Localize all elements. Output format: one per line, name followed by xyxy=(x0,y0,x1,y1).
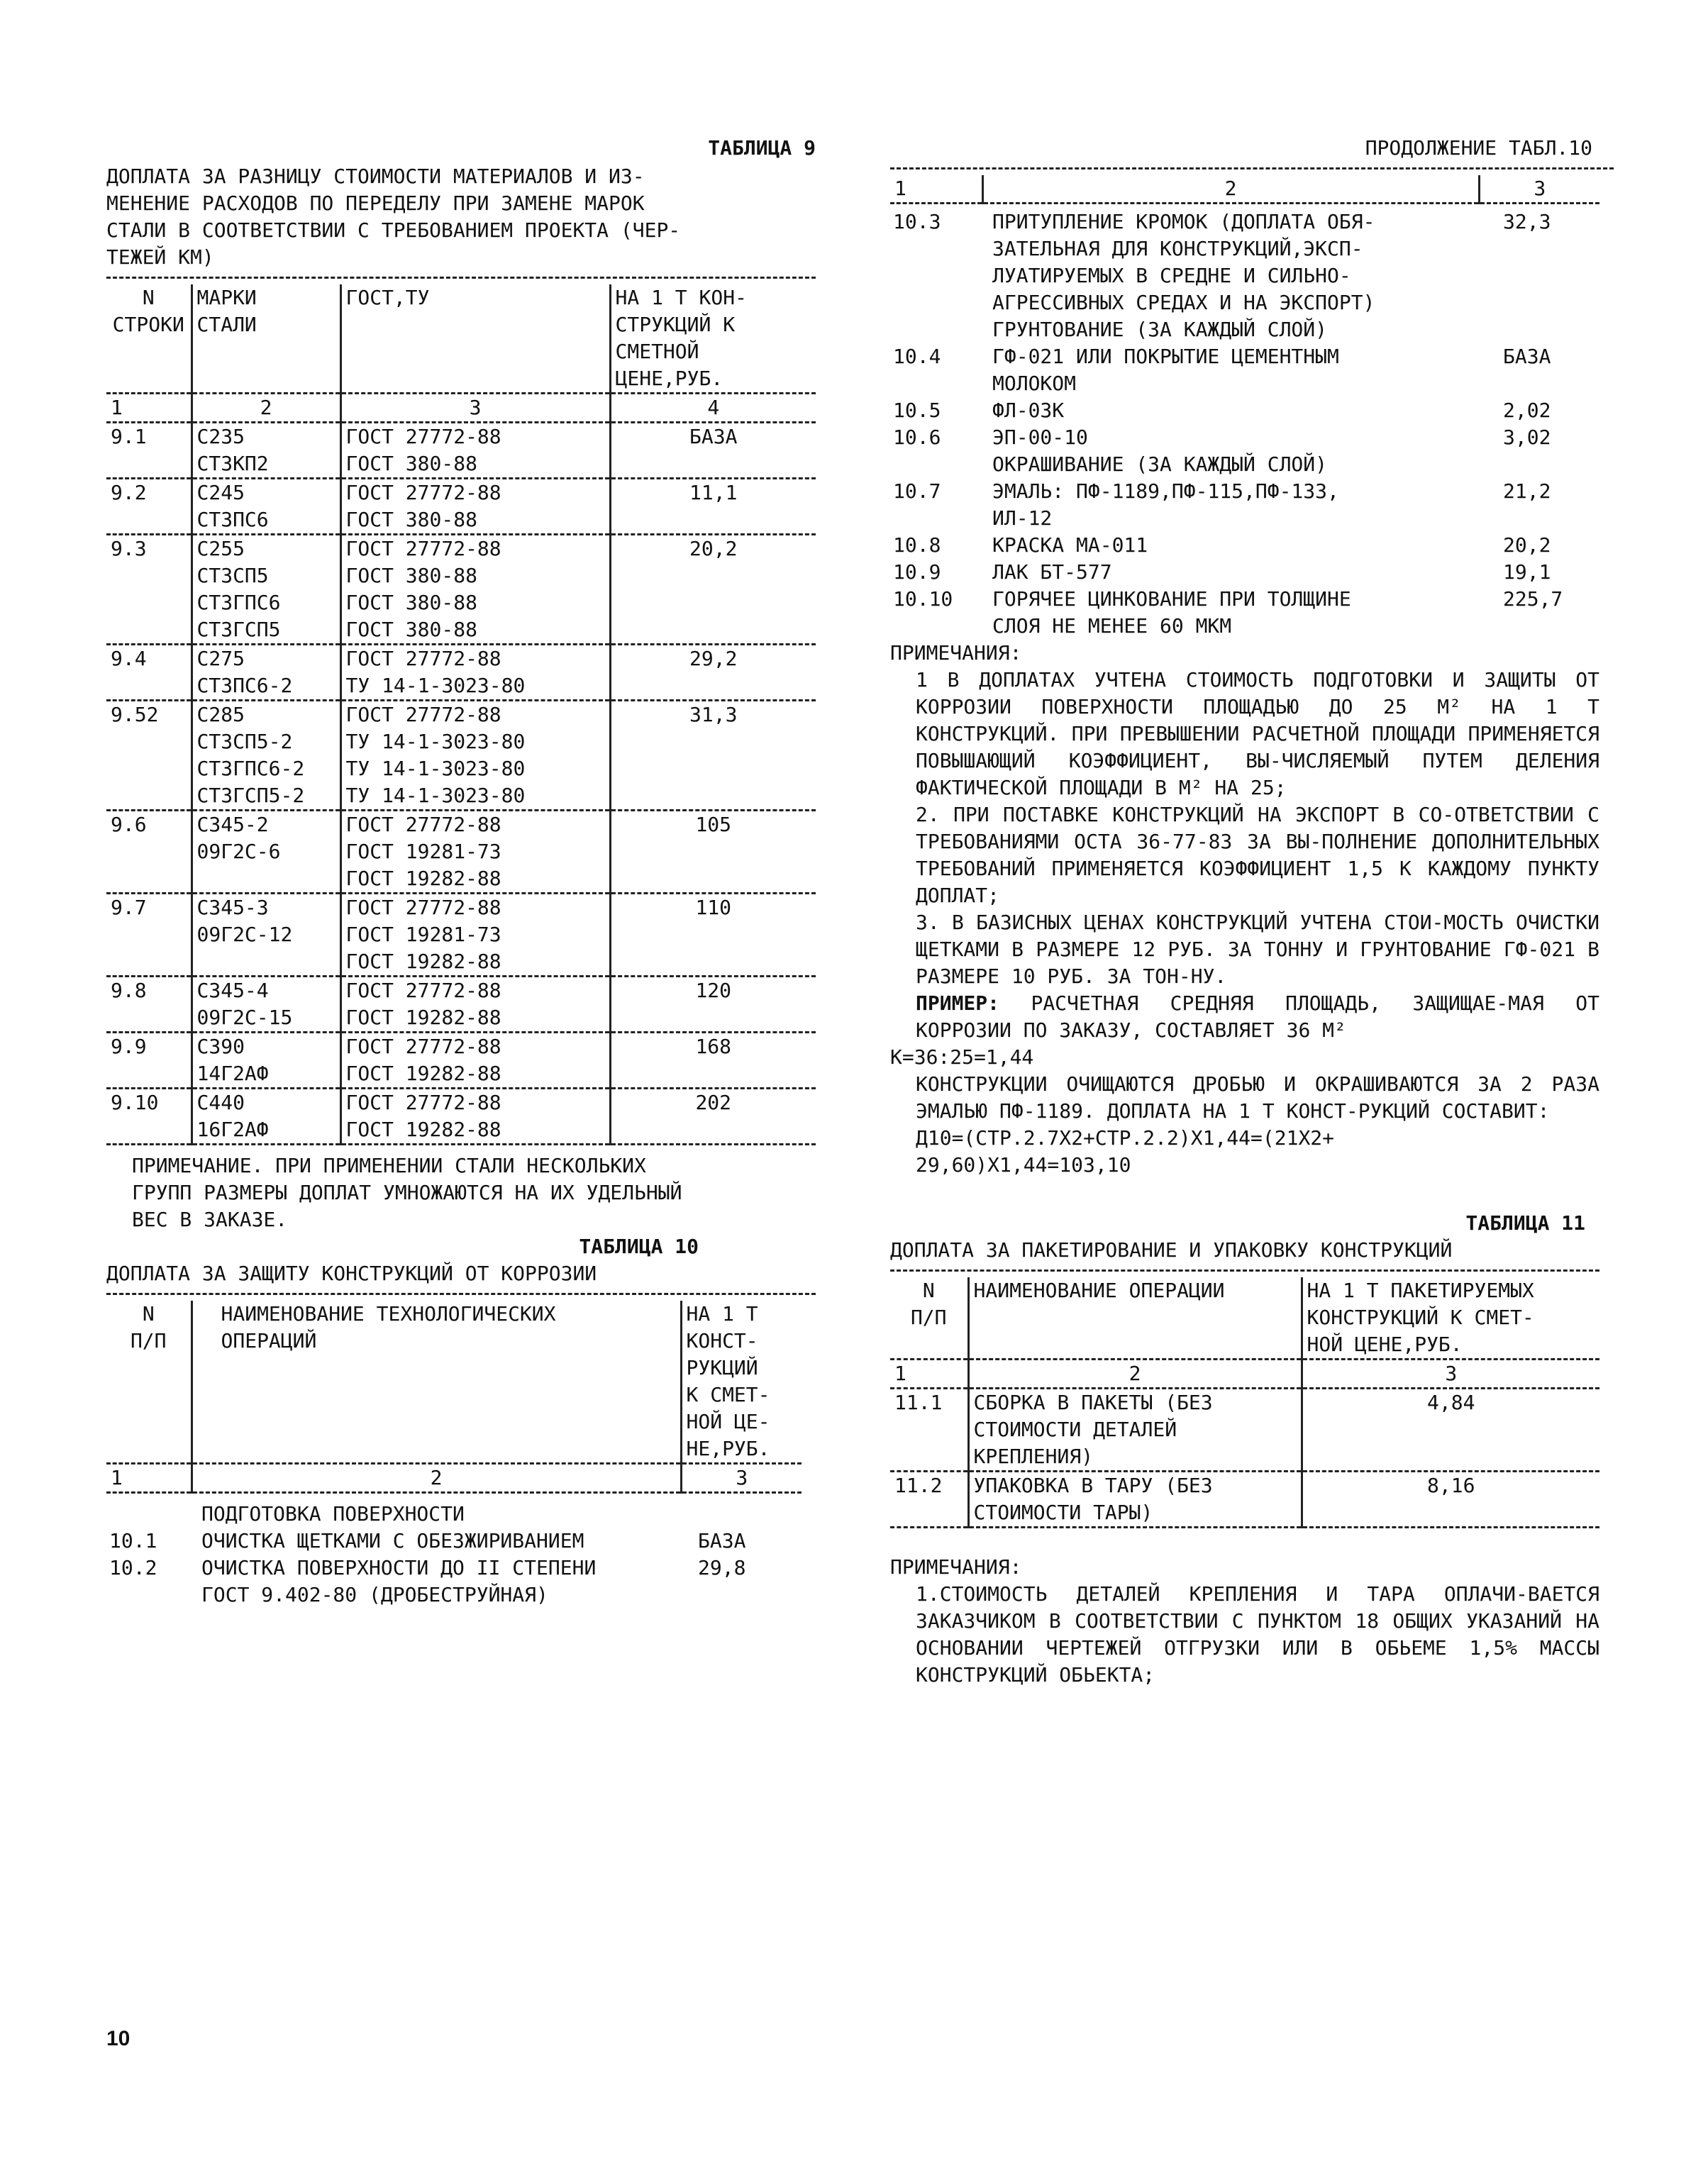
table9-header: НА 1 Т КОН- СТРУКЦИЙ К СМЕТНОЙ ЦЕНЕ,РУБ. xyxy=(610,284,816,394)
notes-title: ПРИМЕЧАНИЯ: xyxy=(890,1555,1022,1579)
table-row xyxy=(106,1555,802,1608)
table11-caption: ДОПЛАТА ЗА ПАКЕТИРОВАНИЕ И УПАКОВКУ КОНСТРУКЦИЙ xyxy=(890,1238,1453,1262)
operation-name: СБОРКА В ПАКЕТЫ (БЕЗ СТОИМОСТИ ДЕТАЛЕЙ КРЕПЛЕНИЯ) xyxy=(968,1389,1302,1472)
table-row xyxy=(890,424,1599,478)
col-number: 1 xyxy=(890,1360,968,1389)
col-number: 3 xyxy=(681,1464,802,1493)
col-number: 3 xyxy=(340,394,610,423)
row-number: 10.9 xyxy=(893,560,941,584)
price: 20,2 xyxy=(610,535,816,645)
steel-grades: С345-2 09Г2С-6 xyxy=(192,811,340,894)
table-row xyxy=(890,397,1599,424)
table10-continuation: ПРОДОЛЖЕНИЕ ТАБЛ.10 xyxy=(1365,136,1592,160)
price: 120 xyxy=(610,977,816,1033)
section-row xyxy=(106,1501,802,1528)
table-row xyxy=(890,209,1599,343)
col-number: 4 xyxy=(610,394,816,423)
section-title: ПОДГОТОВКА ПОВЕРХНОСТИ xyxy=(201,1502,465,1525)
standards: ГОСТ 27772-88 ГОСТ 19281-73 ГОСТ 19282-88 xyxy=(340,811,610,894)
standards: ГОСТ 27772-88 ГОСТ 380-88 ГОСТ 380-88 ГОСТ 380-88 xyxy=(340,535,610,645)
standards: ГОСТ 27772-88 ТУ 14-1-3023-80 ТУ 14-1-3023-80 ТУ 14-1-3023-80 xyxy=(340,701,610,811)
table-row xyxy=(106,423,816,479)
table9-header-row xyxy=(106,284,816,394)
operation-name: ФЛ-03К xyxy=(992,399,1065,422)
table11 xyxy=(890,1277,1599,1528)
table10 xyxy=(106,1301,802,1494)
note-item: 3. В БАЗИСНЫХ ЦЕНАХ КОНСТРУКЦИЙ УЧТЕНА СТОИ-МОСТЬ ОЧИСТКИ ЩЕТКАМИ В РАЗМЕРЕ 12 РУБ. ЗА ТОННУ И ГРУНТОВАНИЕ ГФ-021 В РАЗМЕРЕ 10 РУБ. ЗА ТОН-НУ. xyxy=(916,911,1599,988)
price: БАЗА xyxy=(1503,345,1551,368)
price: 202 xyxy=(610,1089,816,1145)
row-number: 9.1 xyxy=(106,423,192,479)
standards: ГОСТ 27772-88 ГОСТ 19282-88 xyxy=(340,1089,610,1145)
table-row xyxy=(890,478,1599,532)
row-number: 10.3 xyxy=(893,210,941,233)
col-number: 1 xyxy=(890,175,982,204)
steel-grades: С245 СТ3ПС6 xyxy=(192,479,340,535)
col-number: 2 xyxy=(982,175,1479,204)
price: 20,2 xyxy=(1503,533,1551,557)
row-number: 10.10 xyxy=(893,587,953,611)
row-number: 9.3 xyxy=(106,535,192,645)
price: 110 xyxy=(610,894,816,977)
price: 105 xyxy=(610,811,816,894)
table9-header: N СТРОКИ xyxy=(106,284,192,394)
example-formula: Д10=(СТР.2.7Х2+СТР.2.2)Х1,44=(21Х2+ 29,60)Х1,44=103,10 xyxy=(916,1126,1335,1177)
steel-grades: С255 СТ3СП5 СТ3ГПС6 СТ3ГСП5 xyxy=(192,535,340,645)
price: 225,7 xyxy=(1503,587,1563,611)
example-label: ПРИМЕР: xyxy=(916,991,1000,1015)
example-p2: КОНСТРУКЦИИ ОЧИЩАЮТСЯ ДРОБЬЮ И ОКРАШИВАЮТСЯ ЗА 2 РАЗА ЭМАЛЬЮ ПФ-1189. ДОПЛАТА НА 1 Т КОНСТ-РУКЦИЙ СОСТАВИТ: xyxy=(916,1072,1599,1123)
table11-notes xyxy=(890,1554,1599,1689)
operation-name: КРАСКА МА-011 xyxy=(992,533,1148,557)
row-number: 10.1 xyxy=(109,1529,157,1552)
page-number: 10 xyxy=(106,2027,131,2050)
col-number: 2 xyxy=(968,1360,1302,1389)
table11-header-row xyxy=(890,1277,1599,1360)
example-k: К=36:25=1,44 xyxy=(890,1045,1034,1069)
row-number: 9.2 xyxy=(106,479,192,535)
notes-title: ПРИМЕЧАНИЯ: xyxy=(890,641,1022,665)
table10-continued-header xyxy=(890,175,1599,204)
table9-note: ПРИМЕЧАНИЕ. ПРИ ПРИМЕНЕНИИ СТАЛИ НЕСКОЛЬКИХ ГРУПП РАЗМЕРЫ ДОПЛАТ УМНОЖАЮТСЯ НА ИХ УДЕЛЬНЫЙ ВЕС В ЗАКАЗЕ. xyxy=(132,1154,682,1231)
standards: ГОСТ 27772-88 ГОСТ 19282-88 xyxy=(340,977,610,1033)
price: БАЗА xyxy=(698,1529,746,1552)
price: 168 xyxy=(610,1033,816,1089)
operation-name: ЛАК БТ-577 xyxy=(992,560,1112,584)
table-row xyxy=(890,559,1599,586)
table-row xyxy=(890,1472,1599,1528)
row-number: 9.4 xyxy=(106,645,192,701)
row-number: 9.7 xyxy=(106,894,192,977)
standards: ГОСТ 27772-88 ГОСТ 19282-88 xyxy=(340,1033,610,1089)
note-item: 1.СТОИМОСТЬ ДЕТАЛЕЙ КРЕПЛЕНИЯ И ТАРА ОПЛАЧИ-ВАЕТСЯ ЗАКАЗЧИКОМ В СООТВЕТСТВИИ С ПУНКТОМ 18 ОБЩИХ УКАЗАНИЙ НА ОСНОВАНИИ ЧЕРТЕЖЕЙ ОТГРУЗКИ ИЛИ В ОБЬЕМЕ 1,5% МАССЫ КОНСТРУКЦИЙ ОБЬЕКТА; xyxy=(916,1582,1599,1686)
table9-caption: ДОПЛАТА ЗА РАЗНИЦУ СТОИМОСТИ МАТЕРИАЛОВ И ИЗ- МЕНЕНИЕ РАСХОДОВ ПО ПЕРЕДЕЛУ ПРИ ЗАМЕНЕ МАРОК СТАЛИ В СООТВЕТСТВИИ С ТРЕБОВАНИЕМ ПРОЕКТА (ЧЕР- ТЕЖЕЙ КМ) xyxy=(106,165,681,269)
price: 2,02 xyxy=(1503,399,1551,422)
steel-grades: С285 СТ3СП5-2 СТ3ГПС6-2 СТ3ГСП5-2 xyxy=(192,701,340,811)
left-column xyxy=(106,135,816,1608)
row-number: 10.8 xyxy=(893,533,941,557)
table-row xyxy=(106,701,816,811)
example-paragraph xyxy=(890,990,1599,1044)
steel-grades: С345-4 09Г2С-15 xyxy=(192,977,340,1033)
table-row xyxy=(106,535,816,645)
table10-caption: ДОПЛАТА ЗА ЗАЩИТУ КОНСТРУКЦИЙ ОТ КОРРОЗИИ xyxy=(106,1262,597,1285)
col-number: 1 xyxy=(106,394,192,423)
operation-name: ГОРЯЧЕЕ ЦИНКОВАНИЕ ПРИ ТОЛЩИНЕ СЛОЯ НЕ МЕНЕЕ 60 МКМ xyxy=(992,587,1351,638)
table-row xyxy=(106,977,816,1033)
right-column xyxy=(890,135,1614,1689)
standards: ГОСТ 27772-88 ГОСТ 380-88 xyxy=(340,479,610,535)
price: 29,8 xyxy=(698,1556,746,1579)
table10-colnum-row xyxy=(890,175,1599,204)
table-row xyxy=(106,811,816,894)
table9-header: МАРКИ СТАЛИ xyxy=(192,284,340,394)
steel-grades: С235 СТ3КП2 xyxy=(192,423,340,479)
table10-rows-right xyxy=(890,209,1599,640)
price: 11,1 xyxy=(610,479,816,535)
table-row xyxy=(106,645,816,701)
operation-name: УПАКОВКА В ТАРУ (БЕЗ СТОИМОСТИ ТАРЫ) xyxy=(968,1472,1302,1528)
table-row xyxy=(106,1089,816,1145)
col-number: 2 xyxy=(192,394,340,423)
row-number: 11.1 xyxy=(890,1389,968,1472)
table11-colnum-row xyxy=(890,1360,1599,1389)
row-number: 9.52 xyxy=(106,701,192,811)
table10-notes xyxy=(890,640,1599,1179)
price: 31,3 xyxy=(610,701,816,811)
row-number: 10.4 xyxy=(893,345,941,368)
col-number: 3 xyxy=(1479,175,1599,204)
price: 19,1 xyxy=(1503,560,1551,584)
row-number: 10.2 xyxy=(109,1556,157,1579)
standards: ГОСТ 27772-88 ГОСТ 19281-73 ГОСТ 19282-88 xyxy=(340,894,610,977)
row-number: 9.9 xyxy=(106,1033,192,1089)
table9 xyxy=(106,284,816,1145)
price: 8,16 xyxy=(1302,1472,1599,1528)
steel-grades: С345-3 09Г2С-12 xyxy=(192,894,340,977)
steel-grades: С390 14Г2АФ xyxy=(192,1033,340,1089)
row-number: 9.8 xyxy=(106,977,192,1033)
row-number: 11.2 xyxy=(890,1472,968,1528)
operation-name: ОЧИСТКА ЩЕТКАМИ С ОБЕЗЖИРИВАНИЕМ xyxy=(201,1529,584,1552)
table-row xyxy=(890,1389,1599,1472)
example-text: РАСЧЕТНАЯ СРЕДНЯЯ ПЛОЩАДЬ, ЗАЩИЩАЕ-МАЯ ОТ КОРРОЗИИ ПО ЗАКАЗУ, СОСТАВЛЯЕТ 36 М² xyxy=(916,991,1599,1042)
table9-header: ГОСТ,ТУ xyxy=(340,284,610,394)
row-number: 9.6 xyxy=(106,811,192,894)
table-row xyxy=(890,343,1599,397)
price: 21,2 xyxy=(1503,479,1551,503)
steel-grades: С440 16Г2АФ xyxy=(192,1089,340,1145)
table-row xyxy=(106,1033,816,1089)
operation-name: ПРИТУПЛЕНИЕ КРОМОК (ДОПЛАТА ОБЯ- ЗАТЕЛЬНАЯ ДЛЯ КОНСТРУКЦИЙ,ЭКСП- ЛУАТИРУЕМЫХ В СРЕДНЕ И СИЛЬНО- АГРЕССИВНЫХ СРЕДАХ И НА ЭКСПОРТ) ГРУНТОВАНИЕ (ЗА КАЖДЫЙ СЛОЙ) xyxy=(992,210,1375,341)
row-number: 9.10 xyxy=(106,1089,192,1145)
table11-header: НА 1 Т ПАКЕТИРУЕМЫХ КОНСТРУКЦИЙ К СМЕТ- НОЙ ЦЕНЕ,РУБ. xyxy=(1302,1277,1599,1360)
col-number: 1 xyxy=(106,1464,192,1493)
operation-name: ЭП-00-10 ОКРАШИВАНИЕ (ЗА КАЖДЫЙ СЛОЙ) xyxy=(992,426,1328,476)
price: 4,84 xyxy=(1302,1389,1599,1472)
col-number: 2 xyxy=(192,1464,681,1493)
note-item: 1 В ДОПЛАТАХ УЧТЕНА СТОИМОСТЬ ПОДГОТОВКИ И ЗАЩИТЫ ОТ КОРРОЗИИ ПОВЕРХНОСТИ ПЛОЩАДЬЮ ДО 25 М² НА 1 Т КОНСТРУКЦИЙ. ПРИ ПРЕВЫШЕНИИ РАСЧЕТНОЙ ПЛОЩАДИ ПРИМЕНЯЕТСЯ ПОВЫШАЮЩИЙ КОЭФФИЦИЕНТ, ВЫ-ЧИСЛЯЕМЫЙ ПУТЕМ ДЕЛЕНИЯ ФАКТИЧЕСКОЙ ПЛОЩАДИ В М² НА 25; xyxy=(916,668,1599,799)
row-number: 10.6 xyxy=(893,426,941,449)
price: БАЗА xyxy=(610,423,816,479)
operation-name: ЭМАЛЬ: ПФ-1189,ПФ-115,ПФ-133, ИЛ-12 xyxy=(992,479,1339,530)
price: 3,02 xyxy=(1503,426,1551,449)
operation-name: ГФ-021 ИЛИ ПОКРЫТИЕ ЦЕМЕНТНЫМ МОЛОКОМ xyxy=(992,345,1339,395)
table11-title: ТАБЛИЦА 11 xyxy=(1465,1211,1585,1235)
col-number: 3 xyxy=(1302,1360,1599,1389)
price: 32,3 xyxy=(1503,210,1551,233)
table9-title: ТАБЛИЦА 9 xyxy=(708,136,816,160)
row-number: 10.5 xyxy=(893,399,941,422)
table11-header: N П/П xyxy=(890,1277,968,1360)
table10-colnum-row xyxy=(106,1464,802,1493)
operation-name: ОЧИСТКА ПОВЕРХНОСТИ ДО II СТЕПЕНИ ГОСТ 9.402-80 (ДРОБЕСТРУЙНАЯ) xyxy=(201,1556,597,1606)
table-row xyxy=(106,894,816,977)
standards: ГОСТ 27772-88 ТУ 14-1-3023-80 xyxy=(340,645,610,701)
table-row xyxy=(106,479,816,535)
row-number: 10.7 xyxy=(893,479,941,503)
table10-title: ТАБЛИЦА 10 xyxy=(579,1235,699,1258)
table10-header-row xyxy=(106,1301,802,1464)
table-row xyxy=(890,586,1599,640)
table-row xyxy=(890,532,1599,559)
table10-header: НАИМЕНОВАНИЕ ТЕХНОЛОГИЧЕСКИХ ОПЕРАЦИЙ xyxy=(192,1301,681,1464)
standards: ГОСТ 27772-88 ГОСТ 380-88 xyxy=(340,423,610,479)
table10-rows-left xyxy=(106,1501,802,1608)
table10-header: N П/П xyxy=(106,1301,192,1464)
table9-colnum-row xyxy=(106,394,816,423)
table11-header: НАИМЕНОВАНИЕ ОПЕРАЦИИ xyxy=(968,1277,1302,1360)
steel-grades: С275 СТ3ПС6-2 xyxy=(192,645,340,701)
table-row xyxy=(106,1528,802,1555)
table10-header: НА 1 Т КОНСТ- РУКЦИЙ К СМЕТ- НОЙ ЦЕ- НЕ,РУБ. xyxy=(681,1301,802,1464)
price: 29,2 xyxy=(610,645,816,701)
note-item: 2. ПРИ ПОСТАВКЕ КОНСТРУКЦИЙ НА ЭКСПОРТ В СО-ОТВЕТСТВИИ С ТРЕБОВАНИЯМИ ОСТА 36-77-83 ЗА ВЫ-ПОЛНЕНИЕ ДОПОЛНИТЕЛЬНЫХ ТРЕБОВАНИЙ ПРИМЕНЯЕТСЯ КОЭФФИЦИЕНТ 1,5 К КАЖДОМУ ПУНКТУ ДОПЛАТ; xyxy=(916,803,1599,907)
